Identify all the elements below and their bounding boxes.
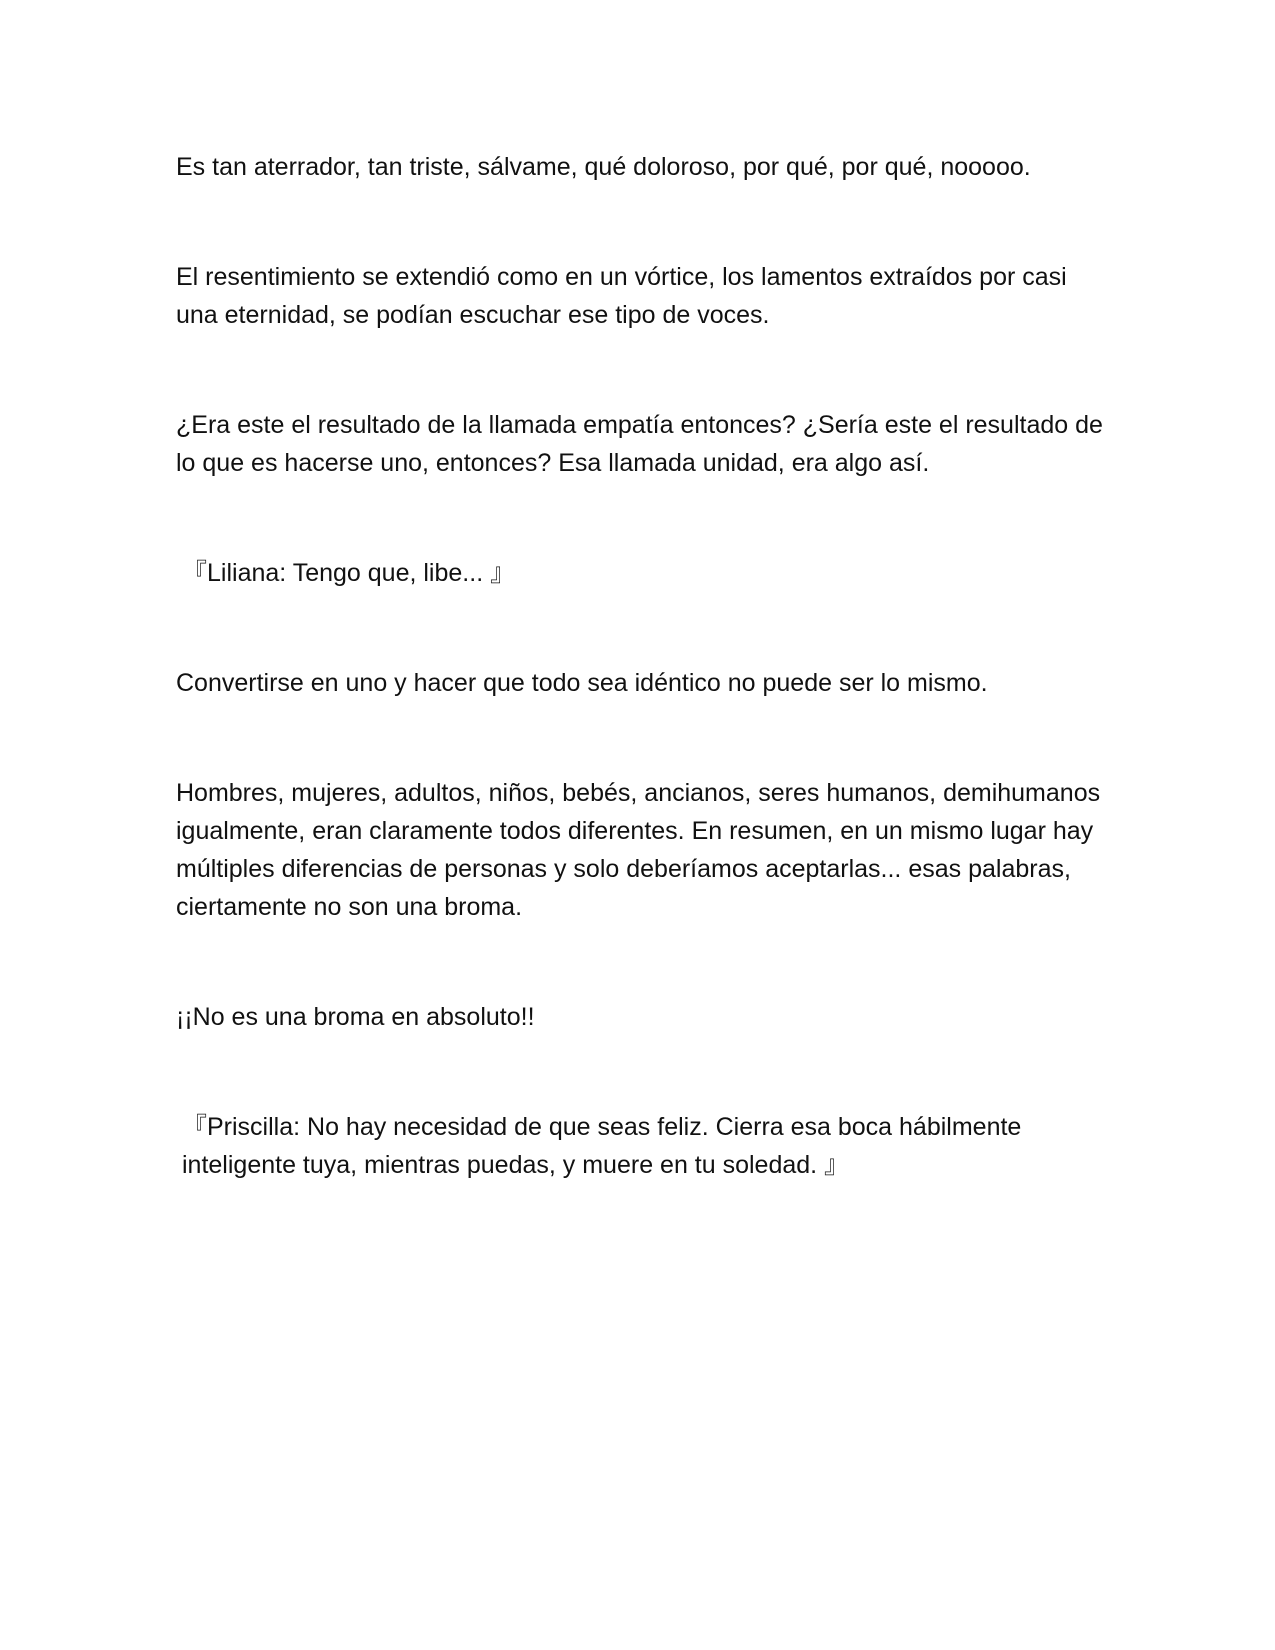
paragraph-1: Es tan aterrador, tan triste, sálvame, qué doloroso, por qué, por qué, nooooo. <box>176 153 1031 181</box>
paragraph-7: ¡¡No es una broma en absoluto!! <box>176 1003 535 1031</box>
dialogue-liliana: 『Liliana: Tengo que, libe... 』 <box>182 559 516 587</box>
paragraph-2: El resentimiento se extendió como en un vórtice, los lamentos extraídos por casi una eternidad, se podían escuchar ese tipo de voces. <box>176 263 1067 329</box>
paragraph-3: ¿Era este el resultado de la llamada empatía entonces? ¿Sería este el resultado de lo que es hacerse uno, entonces? Esa llamada unidad, era algo así. <box>176 411 1103 477</box>
paragraph-6: Hombres, mujeres, adultos, niños, bebés, ancianos, seres humanos, demihumanos igualmente, eran claramente todos diferentes. En resumen, en un mismo lugar hay múltiples diferencias de personas y solo deberíamos aceptarlas... esas palabras, ciertamente no son una broma. <box>176 779 1101 921</box>
dialogue-priscilla: 『Priscilla: No hay necesidad de que seas feliz. Cierra esa boca hábilmente inteligente tuya, mientras puedas, y muere en tu soledad. 』 <box>182 1113 1022 1179</box>
document-body <box>176 148 1106 1256</box>
paragraph-5: Convertirse en uno y hacer que todo sea idéntico no puede ser lo mismo. <box>176 669 988 697</box>
